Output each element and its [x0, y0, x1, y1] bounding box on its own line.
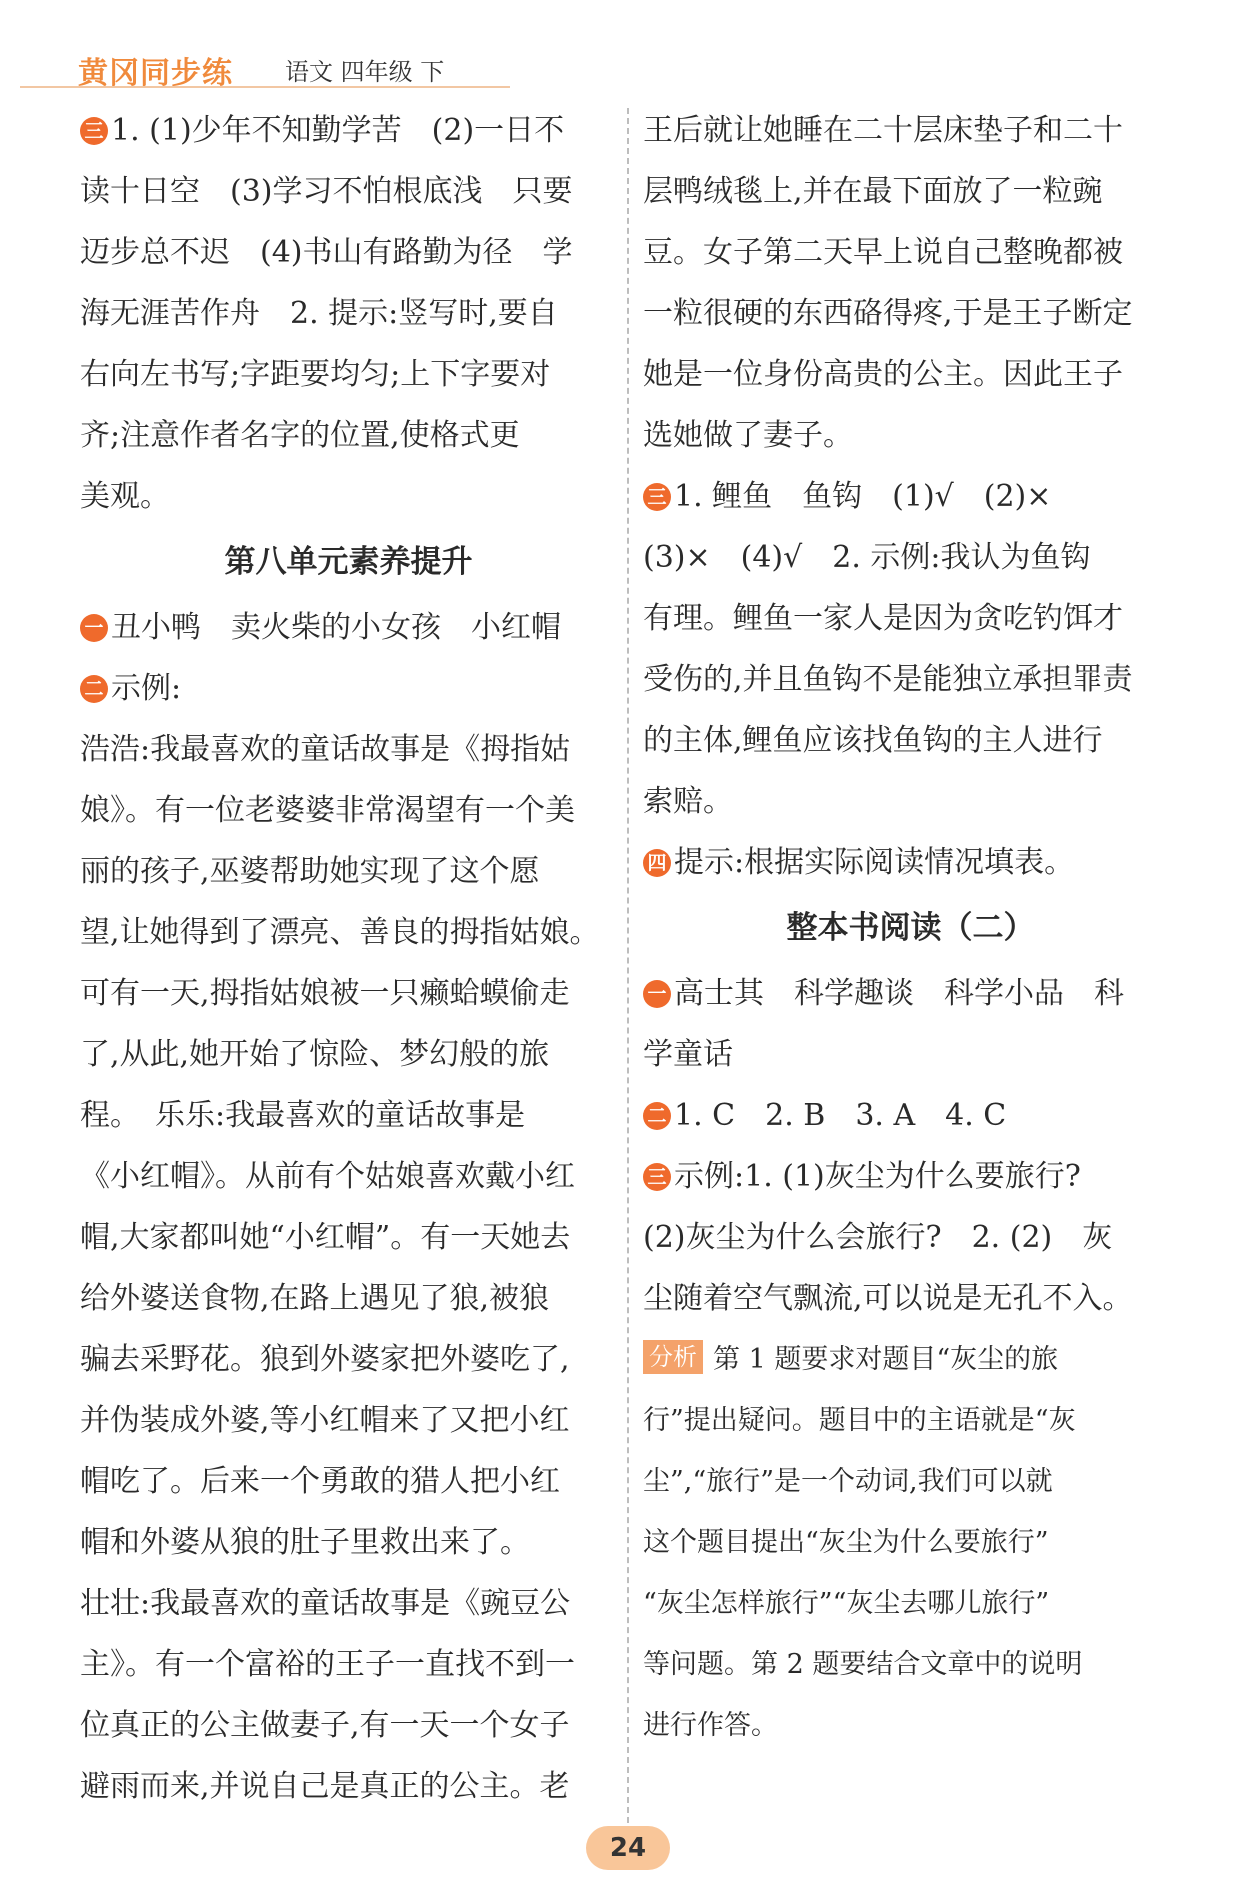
line-text: 给外婆送食物,在路上遇见了狼,被狼: [80, 1281, 550, 1316]
line-text: 有理。鲤鱼一家人是因为贪吃钓饵才: [643, 601, 1123, 636]
text-line: [643, 466, 1178, 527]
text-line: [80, 780, 617, 841]
text-line: [643, 222, 1178, 283]
text-line: [80, 1207, 617, 1268]
line-text: 齐;注意作者名字的位置,使格式更: [80, 418, 520, 453]
text-line: [80, 1085, 617, 1146]
text-line: [643, 1451, 1178, 1512]
line-text: 可有一天,拇指姑娘被一只癞蛤蟆偷走: [80, 976, 570, 1011]
line-text: 右向左书写;字距要均匀;上下字要对: [80, 357, 551, 392]
page-header: [78, 48, 518, 90]
question-number-badge: 一: [643, 980, 671, 1008]
text-line: [80, 1451, 617, 1512]
text-line: [643, 1329, 1178, 1390]
text-line: [643, 771, 1178, 832]
text-line: [643, 1695, 1178, 1756]
text-line: [80, 902, 617, 963]
line-text: 《小红帽》。从前有个姑娘喜欢戴小红: [80, 1159, 575, 1194]
line-text: 1. C 2. B 3. A 4. C: [674, 1098, 1007, 1133]
line-text: 娘》。有一位老婆婆非常渴望有一个美: [80, 793, 575, 828]
text-line: [80, 283, 617, 344]
text-line: [643, 1634, 1178, 1695]
line-text: 示例:: [111, 671, 182, 706]
question-number-badge: 三: [80, 117, 108, 145]
text-line: [643, 832, 1178, 893]
text-line: [80, 658, 617, 719]
section-title: 整本书阅读（二）: [786, 910, 1035, 946]
line-text: 程。 乐乐:我最喜欢的童话故事是: [80, 1098, 526, 1133]
line-text: 受伤的,并且鱼钩不是能独立承担罪责: [643, 662, 1133, 697]
text-line: [80, 1573, 617, 1634]
line-text: 帽吃了。后来一个勇敢的猎人把小红: [80, 1464, 560, 1499]
line-text: 避雨而来,并说自己是真正的公主。老: [80, 1769, 570, 1804]
line-text: 迈步总不迟 (4)书山有路勤为径 学: [80, 235, 573, 270]
line-text: 提示:根据实际阅读情况填表。: [674, 845, 1075, 880]
text-line: [80, 1329, 617, 1390]
text-line: [643, 710, 1178, 771]
right-column: [643, 100, 1178, 1756]
line-text: (2)灰尘为什么会旅行? 2. (2) 灰: [643, 1220, 1113, 1255]
text-line: [643, 1024, 1178, 1085]
question-number-badge: 三: [643, 1163, 671, 1191]
text-line: [80, 344, 617, 405]
text-line: [643, 405, 1178, 466]
line-text: 行”提出疑问。题目中的主语就是“灰: [643, 1405, 1076, 1436]
section-title: 第八单元素养提升: [224, 544, 473, 580]
line-text: 骗去采野花。狼到外婆家把外婆吃了,: [80, 1342, 570, 1377]
line-text: 学童话: [643, 1037, 733, 1072]
text-line: [643, 161, 1178, 222]
text-line: [80, 1024, 617, 1085]
line-text: 1. 鲤鱼 鱼钩 (1)√ (2)×: [674, 479, 1052, 514]
line-text: 了,从此,她开始了惊险、梦幻般的旅: [80, 1037, 550, 1072]
text-line: [643, 344, 1178, 405]
text-line: [643, 283, 1178, 344]
question-number-badge: 三: [643, 483, 671, 511]
line-text: “灰尘怎样旅行”“灰尘去哪儿旅行”: [643, 1588, 1050, 1619]
line-text: 壮壮:我最喜欢的童话故事是《豌豆公: [80, 1586, 571, 1621]
text-line: [80, 1695, 617, 1756]
line-text: 浩浩:我最喜欢的童话故事是《拇指姑: [80, 732, 571, 767]
text-line: [643, 1390, 1178, 1451]
line-text: 主》。有一个富裕的王子一直找不到一: [80, 1647, 575, 1682]
line-text: 1. (1)少年不知勤学苦 (2)一日不: [111, 113, 565, 148]
line-text: 层鸭绒毯上,并在最下面放了一粒豌: [643, 174, 1103, 209]
line-text: 读十日空 (3)学习不怕根底浅 只要: [80, 174, 573, 209]
line-text: 帽,大家都叫她“小红帽”。有一天她去: [80, 1220, 571, 1255]
text-line: [643, 1207, 1178, 1268]
question-number-badge: 二: [80, 675, 108, 703]
column-divider: [627, 108, 629, 1823]
text-line: [80, 1390, 617, 1451]
text-line: [80, 405, 617, 466]
text-line: [643, 527, 1178, 588]
text-line: [80, 222, 617, 283]
line-text: 选她做了妻子。: [643, 418, 853, 453]
line-text: 豆。女子第二天早上说自己整晚都被: [643, 235, 1123, 270]
text-line: [80, 161, 617, 222]
line-text: 丽的孩子,巫婆帮助她实现了这个愿: [80, 854, 540, 889]
text-line: [80, 466, 617, 527]
subject-label: 语文 四年级 下: [285, 58, 445, 86]
page-number: 24: [586, 1826, 670, 1870]
left-column: [80, 100, 617, 1817]
analysis-tag: 分析: [643, 1340, 703, 1374]
line-text: 美观。: [80, 479, 170, 514]
line-text: 她是一位身份高贵的公主。因此王子: [643, 357, 1123, 392]
line-text: 位真正的公主做妻子,有一天一个女子: [80, 1708, 570, 1743]
line-text: 尘”,“旅行”是一个动词,我们可以就: [643, 1466, 1053, 1497]
text-line: [643, 963, 1178, 1024]
text-line: [643, 588, 1178, 649]
line-text: 尘随着空气飘流,可以说是无孔不入。: [643, 1281, 1133, 1316]
text-line: [643, 649, 1178, 710]
line-text: 这个题目提出“灰尘为什么要旅行”: [643, 1527, 1049, 1558]
question-number-badge: 四: [643, 849, 671, 877]
line-text: 海无涯苦作舟 2. 提示:竖写时,要自: [80, 296, 558, 331]
text-line: [80, 719, 617, 780]
text-line: [643, 1085, 1178, 1146]
line-text: 王后就让她睡在二十层床垫子和二十: [643, 113, 1123, 148]
line-text: (3)× (4)√ 2. 示例:我认为鱼钩: [643, 540, 1091, 575]
text-line: [643, 100, 1178, 161]
line-text: 丑小鸭 卖火柴的小女孩 小红帽: [111, 610, 561, 645]
header-divider: [20, 86, 510, 88]
brand-logo-text: 黄冈同步练: [78, 56, 233, 91]
line-text: 等问题。第 2 题要结合文章中的说明: [643, 1649, 1083, 1680]
text-line: [643, 1268, 1178, 1329]
text-line: [80, 1634, 617, 1695]
line-text: 望,让她得到了漂亮、善良的拇指姑娘。: [80, 915, 600, 950]
text-line: [80, 1146, 617, 1207]
line-text: 的主体,鲤鱼应该找鱼钩的主人进行: [643, 723, 1103, 758]
text-line: [643, 1512, 1178, 1573]
line-text: 进行作答。: [643, 1710, 778, 1741]
line-text: 索赔。: [643, 784, 733, 819]
text-line: [643, 1146, 1178, 1207]
text-line: [80, 1512, 617, 1573]
question-number-badge: 二: [643, 1102, 671, 1130]
question-number-badge: 一: [80, 614, 108, 642]
line-text: 并伪装成外婆,等小红帽来了又把小红: [80, 1403, 570, 1438]
text-line: [80, 963, 617, 1024]
line-text: 示例:1. (1)灰尘为什么要旅行?: [674, 1159, 1081, 1194]
line-text: 一粒很硬的东西硌得疼,于是王子断定: [643, 296, 1133, 331]
text-line: [643, 1573, 1178, 1634]
line-text: 高士其 科学趣谈 科学小品 科: [674, 976, 1124, 1011]
text-line: [80, 1268, 617, 1329]
text-line: [80, 841, 617, 902]
line-text: 帽和外婆从狼的肚子里救出来了。: [80, 1525, 530, 1560]
line-text: 第 1 题要求对题目“灰尘的旅: [713, 1344, 1059, 1375]
text-line: [80, 100, 617, 161]
text-line: [80, 1756, 617, 1817]
text-line: [80, 597, 617, 658]
